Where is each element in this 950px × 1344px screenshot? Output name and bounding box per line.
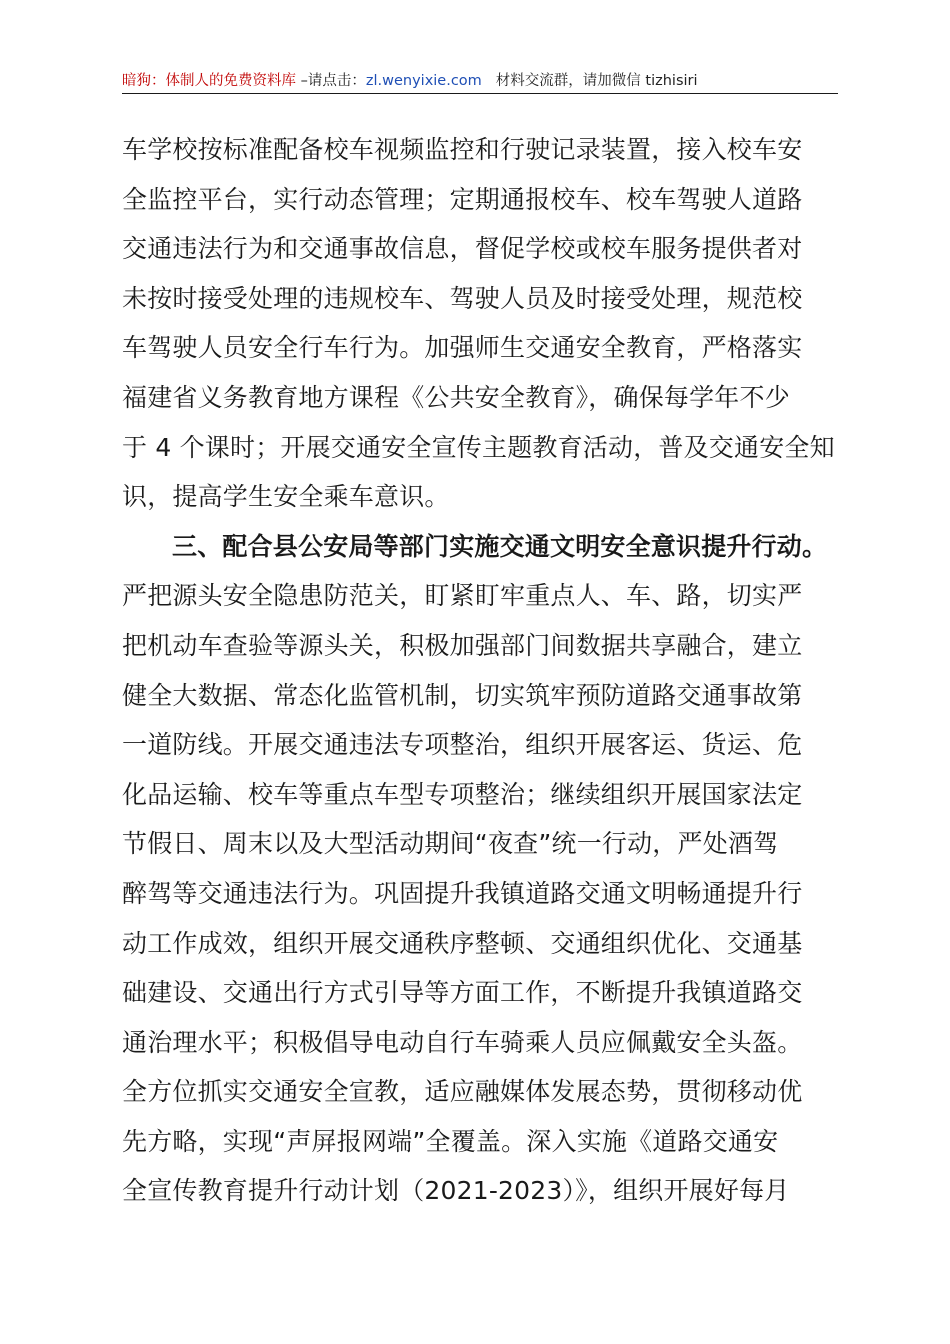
header-divider bbox=[122, 93, 838, 94]
header-click-prompt: –请点击： bbox=[296, 73, 366, 89]
body-text-line: 健全大数据、常态化监管机制，切实筑牢预防道路交通事故第 bbox=[122, 680, 803, 710]
body-text-line: 化品运输、校车等重点车型专项整治；继续组织开展国家法定 bbox=[122, 779, 803, 809]
body-text-line: 福建省义务教育地方课程《公共安全教育》，确保每学年不少 bbox=[122, 382, 790, 412]
page-header bbox=[122, 70, 838, 92]
body-text-line: 一道防线。开展交通违法专项整治，组织开展客运、货运、危 bbox=[122, 730, 803, 760]
body-text-line: 车学校按标准配备校车视频监控和行驶记录装置，接入校车安 bbox=[122, 135, 803, 164]
body-text-line: 醉驾等交通违法行为。巩固提升我镇道路交通文明畅通提升行 bbox=[122, 878, 803, 908]
body-text-line: 通治理水平；积极倡导电动自行车骑乘人员应佩戴安全头盔。 bbox=[122, 1027, 803, 1057]
header-site-name: 暗狗：体制人的免费资料库 bbox=[122, 73, 296, 89]
body-text-line: 于 4 个课时；开展交通安全宣传主题教育活动，普及交通安全知 bbox=[122, 432, 835, 462]
header-wechat-info: 材料交流群，请加微信 tizhisiri bbox=[495, 73, 698, 89]
body-text-line: 车驾驶人员安全行车行为。加强师生交通安全教育，严格落实 bbox=[122, 333, 803, 363]
body-text-line: 全监控平台，实行动态管理；定期通报校车、校车驾驶人道路 bbox=[122, 184, 803, 214]
body-text-line: 节假日、周末以及大型活动期间“夜查”统一行动，严处酒驾 bbox=[122, 829, 779, 859]
body-text-line: 动工作成效，组织开展交通秩序整顿、交通组织优化、交通基 bbox=[122, 928, 803, 958]
body-text-line: 全宣传教育提升行动计划（2021-2023）》，组织开展好每月 bbox=[122, 1176, 790, 1206]
section-heading: 三、配合县公安局等部门实施交通文明安全意识提升行动。 bbox=[172, 531, 828, 561]
body-text-line: 交通违法行为和交通事故信息，督促学校或校车服务提供者对 bbox=[122, 234, 803, 264]
body-text-line: 把机动车查验等源头关，积极加强部门间数据共享融合，建立 bbox=[122, 630, 803, 660]
body-text-line: 未按时接受处理的违规校车、驾驶人员及时接受处理，规范校 bbox=[122, 283, 803, 313]
document-body bbox=[122, 125, 838, 1216]
header-link[interactable]: zl.wenyixie.com bbox=[365, 73, 482, 89]
body-text-line: 础建设、交通出行方式引导等方面工作，不断提升我镇道路交 bbox=[122, 978, 803, 1008]
body-text-line: 全方位抓实交通安全宣教，适应融媒体发展态势，贯彻移动优 bbox=[122, 1077, 803, 1107]
body-text-line: 严把源头安全隐患防范关，盯紧盯牢重点人、车、路，切实严 bbox=[122, 581, 803, 611]
body-text-line: 先方略，实现“声屏报网端”全覆盖。深入实施《道路交通安 bbox=[122, 1126, 779, 1156]
body-text-line: 识，提高学生安全乘车意识。 bbox=[122, 482, 450, 512]
